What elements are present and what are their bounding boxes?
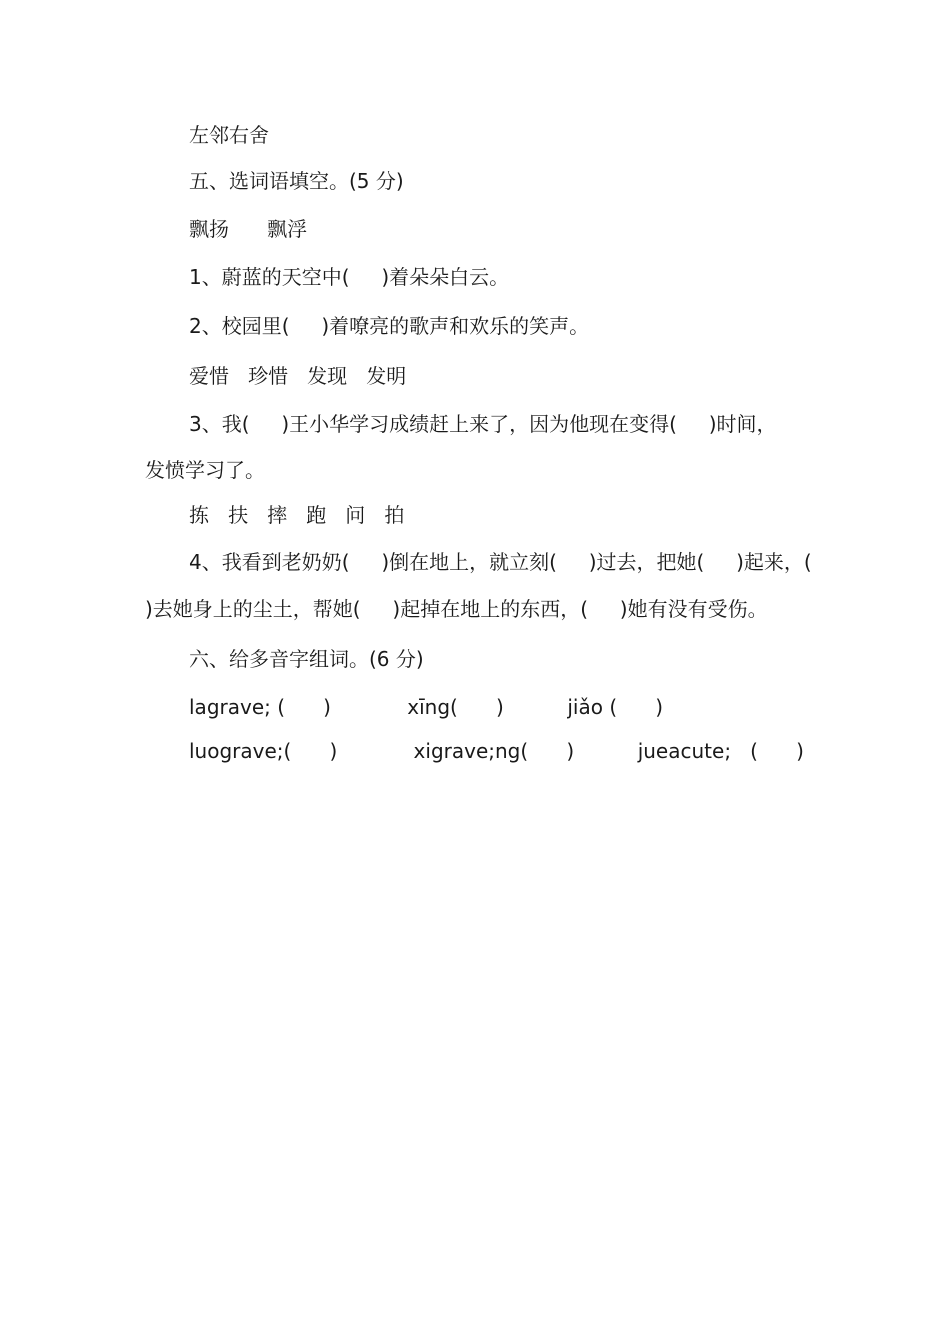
section-six-heading: 六、给多音字组词。(6 分): [189, 647, 424, 671]
question-3-line-2: 发愤学习了。: [145, 458, 265, 482]
question-1: 1、蔚蓝的天空中( )着朵朵白云。: [189, 265, 510, 289]
text-line-phrase: 左邻右舍: [189, 123, 269, 147]
word-choices-line-3: 拣 扶 摔 跑 问 拍: [189, 503, 405, 527]
word-choices-line-2: 爱惜 珍惜 发现 发明: [189, 364, 407, 388]
question-4-line-2: )去她身上的尘土，帮她( )起掉在地上的东西，( )她有没有受伤。: [145, 597, 768, 621]
polyphone-line-1: lagrave; ( ) xīng( ) jiǎo ( ): [189, 695, 664, 719]
section-five-heading: 五、选词语填空。(5 分): [189, 169, 404, 193]
question-4-line-1: 4、我看到老奶奶( )倒在地上，就立刻( )过去，把她( )起来，(: [189, 550, 812, 574]
question-2: 2、校园里( )着嘹亮的歌声和欢乐的笑声。: [189, 314, 590, 338]
word-choices-line-1: 飘扬 飘浮: [189, 217, 308, 241]
question-3-line-1: 3、我( )王小华学习成绩赶上来了，因为他现在变得( )时间，: [189, 412, 777, 436]
polyphone-line-2: luograve;( ) xigrave;ng( ) jueacute; ( ): [189, 739, 804, 763]
